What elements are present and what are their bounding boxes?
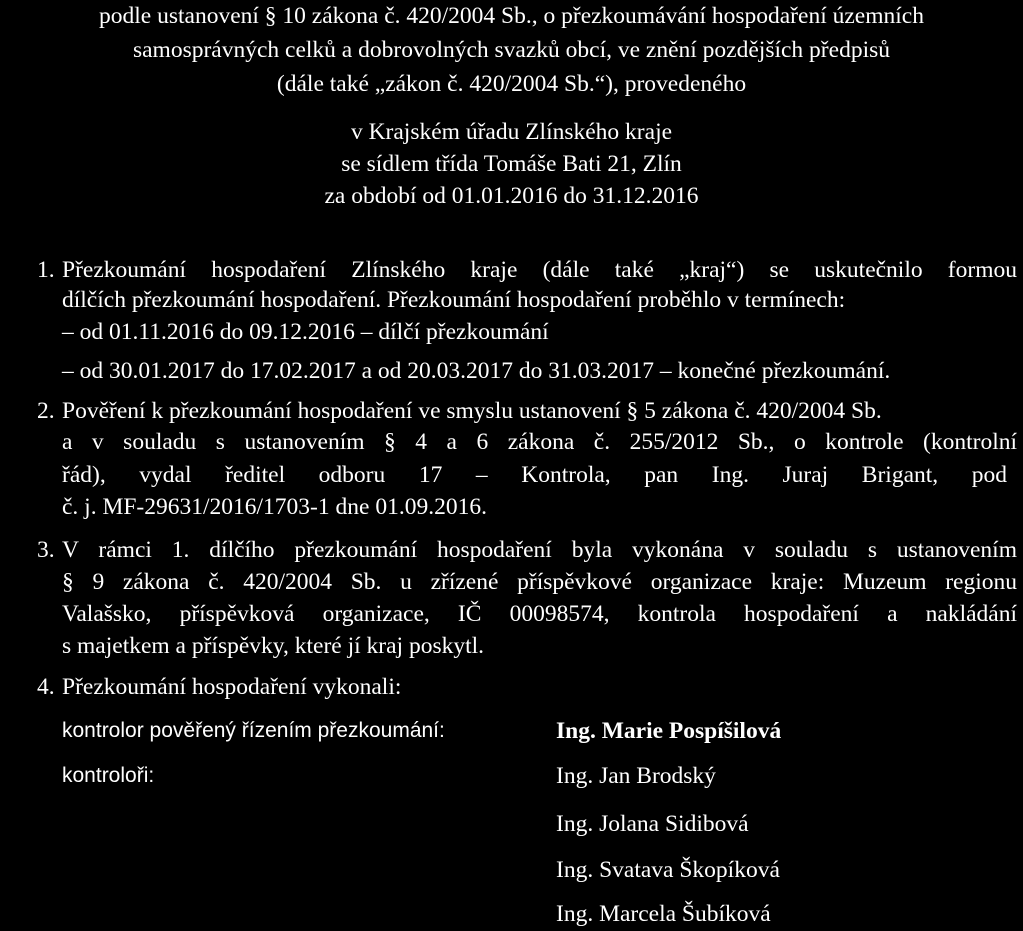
section-line: – od 01.11.2016 do 09.12.2016 – dílčí přezkoumání [62,319,549,345]
inspector-name: Ing. Marcela Šubíková [556,901,771,927]
section-line: Přezkoumání hospodaření vykonali: [62,674,402,700]
lead-inspector-name: Ing. Marie Pospíšilová [556,718,782,744]
section-line: Pověření k přezkoumání hospodaření ve smyslu ustanovení § 5 zákona č. 420/2004 Sb. [62,398,882,424]
location-address: se sídlem třída Tomáše Bati 21, Zlín [341,151,682,177]
section-line: řád), vydal ředitel odboru 17 – Kontrola, pan Ing. Juraj Brigant, pod [62,462,1007,488]
location-office: v Krajském úřadu Zlínského kraje [350,119,673,145]
section-number: 1. [37,257,55,283]
inspectors-label: kontroloři: [62,764,155,787]
section-line: V rámci 1. dílčího přezkoumání hospodaření byla vykonána v souladu s ustanovením [62,537,1017,563]
section-line: dílčích přezkoumání hospodaření. Přezkoumání hospodaření proběhlo v termínech: [62,287,846,313]
header-line-3: (dále také „zákon č. 420/2004 Sb.“), provedeného [276,71,747,97]
section-number: 4. [37,674,55,700]
header-line-1: podle ustanovení § 10 zákona č. 420/2004 Sb., o přezkoumávání hospodaření územních [99,3,924,29]
location-period: za období od 01.01.2016 do 31.12.2016 [324,183,699,209]
section-line: s majetkem a příspěvky, které jí kraj poskytl. [62,633,485,659]
section-line: č. j. MF-29631/2016/1703-1 dne 01.09.2016. [62,494,487,520]
lead-inspector-label: kontrolor pověřený řízením přezkoumání: [62,719,445,742]
section-line: a v souladu s ustanovením § 4 a 6 zákona č. 255/2012 Sb., o kontrole (kontrolní [62,429,1017,455]
section-line: – od 30.01.2017 do 17.02.2017 a od 20.03.2017 do 31.03.2017 – konečné přezkoumání. [62,358,891,384]
inspector-name: Ing. Svatava Škopíková [556,857,780,883]
inspector-name: Ing. Jan Brodský [556,763,716,789]
section-number: 2. [37,398,55,424]
inspector-name: Ing. Jolana Sidibová [556,811,749,837]
section-number: 3. [37,537,55,563]
section-line: Přezkoumání hospodaření Zlínského kraje (dále také „kraj“) se uskutečnilo formou [62,257,1017,283]
section-line: Valašsko, příspěvková organizace, IČ 00098574, kontrola hospodaření a nakládání [62,601,1017,627]
header-line-2: samosprávných celků a dobrovolných svazků obcí, ve znění pozdějších předpisů [132,37,890,63]
section-line: § 9 zákona č. 420/2004 Sb. u zřízené příspěvkové organizace kraje: Muzeum regionu [62,569,1017,595]
